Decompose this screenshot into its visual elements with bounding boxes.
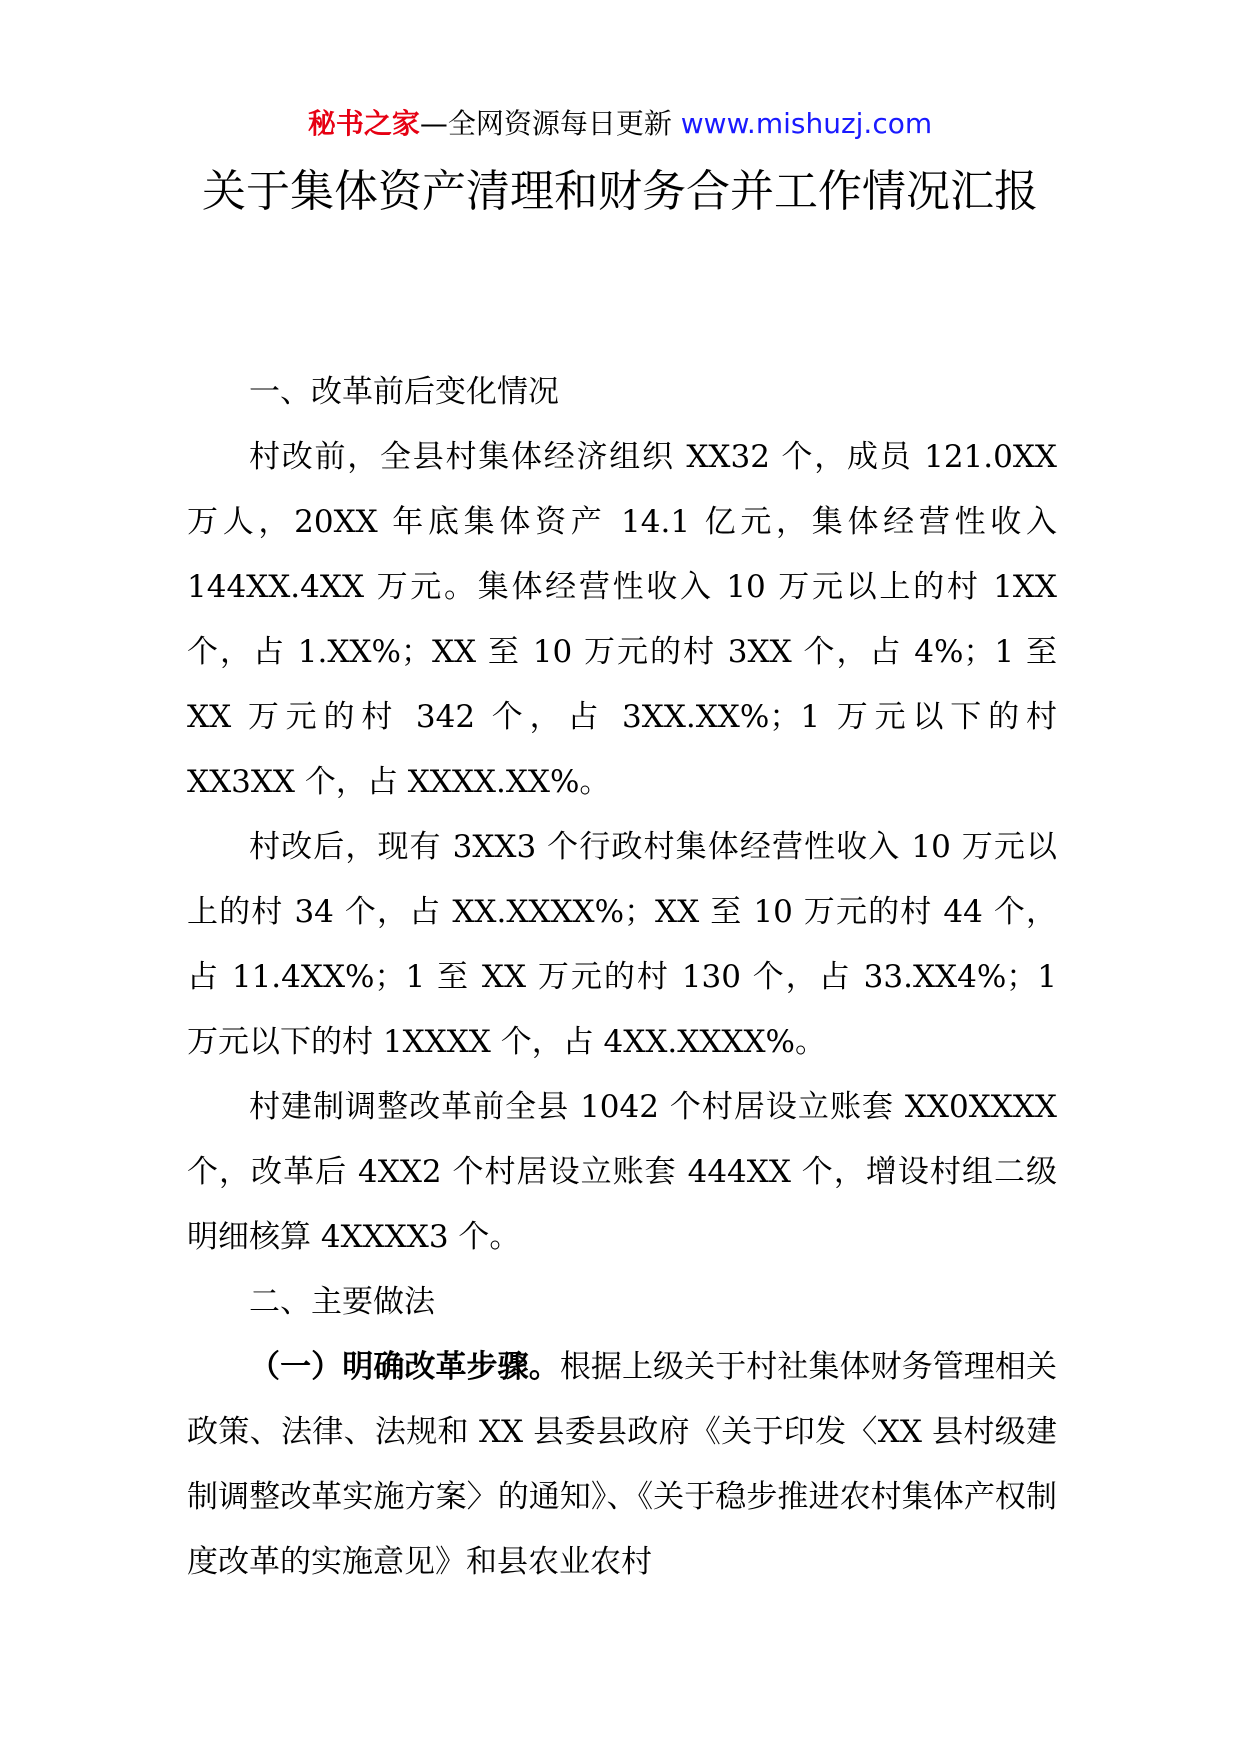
banner-brand: 秘书之家: [307, 107, 420, 140]
paragraph-1: 村改前，全县村集体经济组织 XX32 个，成员 121.0XX 万人，20XX 年底集体资产 14.1 亿元，集体经营性收入 144XX.4XX 万元。集体经营性收入 10 万元以上的村 1XX 个，占 1.XX%；XX 至 10 万元的村 3XX 个，占 4%；1 至 XX 万元的村 342 个，占 3XX.XX%；1 万元以下的村 XX3XX 个，占 XXXX.XX%。: [187, 439, 1057, 800]
section-heading-1: 一、改革前后变化情况: [249, 374, 559, 410]
paragraph-4-lead: （一）明确改革步骤。: [249, 1349, 560, 1385]
document-title: 关于集体资产清理和财务合并工作情况汇报: [202, 166, 1038, 217]
paragraph-4-text: 根据上级关于村社集体财务管理相关政策、法律、法规和 XX 县委县政府《关于印发〈XX 县村级建制调整改革实施方案〉的通知》、《关于稳步推进农村集体产权制度改革的实施意见》和县农业农村: [187, 1349, 1058, 1580]
banner-tagline: —全网资源每日更新: [419, 107, 681, 140]
paragraph-2: 村改后，现有 3XX3 个行政村集体经营性收入 10 万元以上的村 34 个，占 XX.XXXX%；XX 至 10 万元的村 44 个，占 11.4XX%；1 至 XX 万元的村 130 个，占 33.XX4%；1 万元以下的村 1XXXX 个，占 4XX.XXXX%。: [187, 829, 1057, 1060]
banner-url[interactable]: www.mishuzj.com: [680, 107, 933, 140]
paragraph-4: [187, 1335, 1057, 1595]
paragraph-3: 村建制调整改革前全县 1042 个村居设立账套 XX0XXXX 个，改革后 4XX2 个村居设立账套 444XX 个，增设村组二级明细核算 4XXXX3 个。: [187, 1089, 1057, 1255]
document-body: [187, 360, 1057, 1595]
site-banner: [0, 104, 1240, 144]
section-heading-2: 二、主要做法: [249, 1284, 435, 1320]
